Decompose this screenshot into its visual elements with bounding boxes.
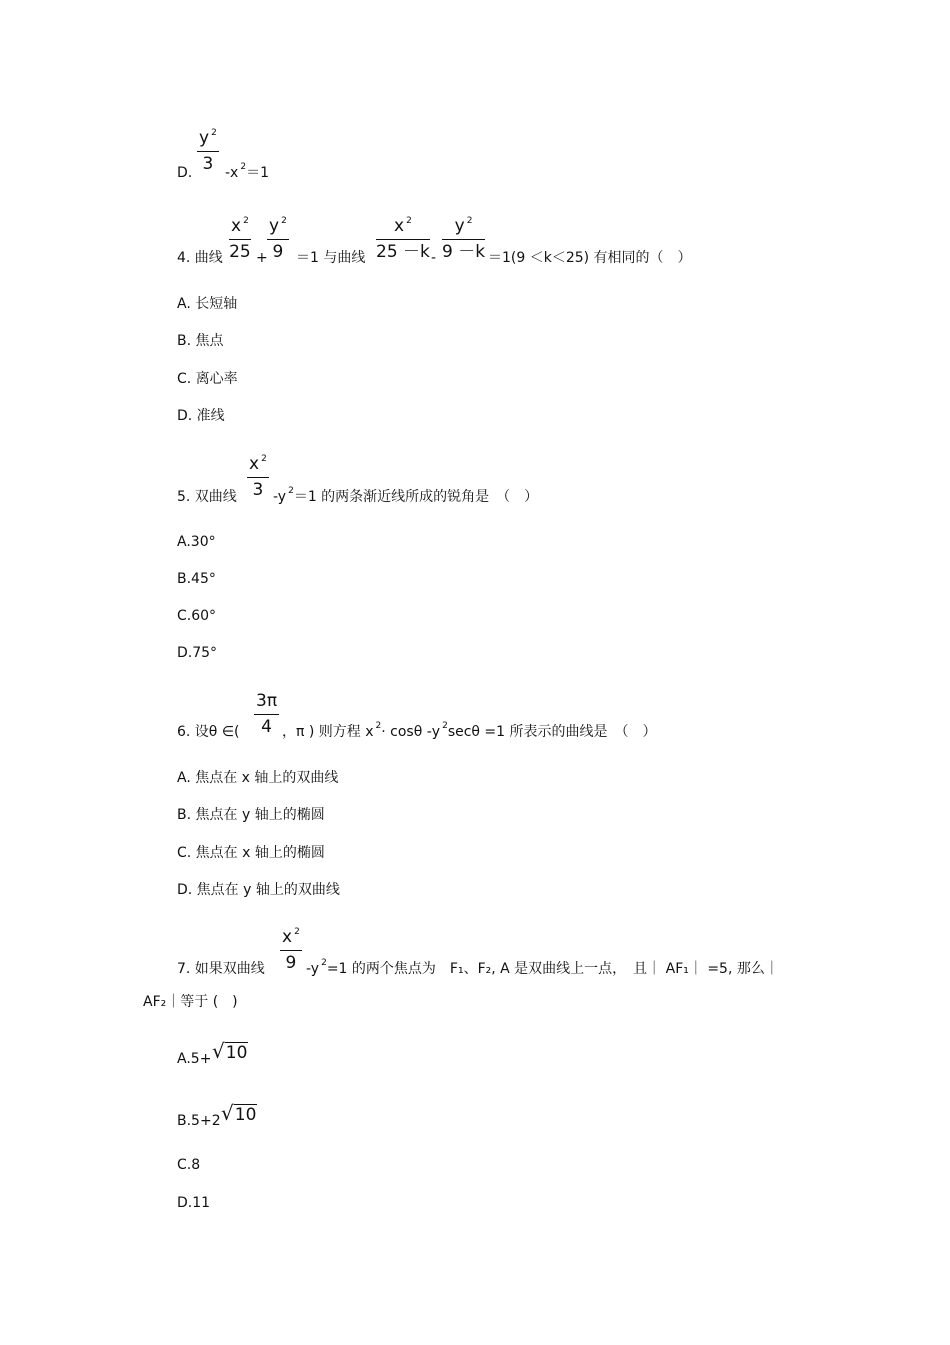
numerator-text: y — [454, 216, 465, 236]
q5-option-a: A.30° — [177, 534, 216, 550]
q6-option-a: A. 焦点在 x 轴上的双曲线 — [177, 770, 339, 786]
numerator-text: y — [269, 216, 280, 236]
sqrt-symbol: √ — [221, 1101, 234, 1125]
exponent: 2 — [375, 721, 382, 731]
q4-plus: + — [256, 250, 268, 266]
fraction-denominator: 9 — [272, 242, 284, 262]
tail-text: ＝1 的两条渐近线所成的锐角是 （ ） — [293, 489, 539, 505]
rest-text: -y — [306, 961, 320, 977]
numerator-text: x — [394, 216, 405, 236]
q4-fraction-1 — [229, 218, 251, 261]
fraction-denominator: 25 — [229, 242, 251, 262]
exponent: 2 — [281, 216, 287, 226]
sqrt-symbol: √ — [212, 1039, 225, 1063]
q4-minus: - — [431, 250, 437, 266]
exponent: 2 — [442, 721, 448, 731]
q7-optionb-sqrt — [221, 1103, 257, 1124]
mid-text: ，π ) 则方程 x — [282, 724, 374, 740]
exponent: 2 — [243, 216, 249, 226]
q7-fraction — [280, 929, 302, 972]
exponent: 2 — [288, 486, 294, 496]
fraction-denominator: 9 －k — [442, 242, 486, 262]
rest-text: -x — [225, 165, 239, 181]
q7-prefix: 7. 如果双曲线 — [177, 961, 265, 977]
exponent: 2 — [406, 216, 412, 226]
fraction-numerator — [247, 456, 269, 478]
fraction-numerator — [280, 929, 302, 951]
exponent: 2 — [211, 128, 217, 138]
tail-text: ＝1 — [246, 165, 269, 181]
fraction-numerator: 3π — [254, 693, 279, 715]
q6-option-b: B. 焦点在 y 轴上的椭圆 — [177, 807, 325, 823]
fraction-denominator: 25 －k — [376, 242, 430, 262]
q7-rest — [306, 958, 779, 977]
fraction-numerator — [267, 218, 289, 240]
q3-optd-fraction — [197, 130, 219, 173]
radicand: 10 — [225, 1043, 248, 1063]
fraction-denominator: 4 — [261, 717, 272, 737]
q7-option-a: A.5+ — [177, 1051, 212, 1067]
q6-fraction — [254, 693, 279, 736]
radicand: 10 — [234, 1105, 257, 1125]
q7-option-d: D.11 — [177, 1195, 211, 1211]
rest-text: -y — [273, 489, 287, 505]
fraction-denominator: 3 — [252, 480, 264, 500]
q4-option-a: A. 长短轴 — [177, 296, 238, 312]
fraction-numerator — [229, 218, 251, 240]
q7-optiona-sqrt — [212, 1041, 248, 1062]
exponent: 2 — [294, 927, 300, 937]
q7-line2: AF₂｜等于 ( ) — [143, 994, 238, 1010]
option-label: D. — [177, 165, 193, 181]
q6-rest — [282, 721, 657, 740]
tail-text: secθ =1 所表示的曲线是 （ ） — [447, 724, 657, 740]
q4-fraction-3 — [376, 218, 430, 261]
q4-tail: ＝1(9 ＜k＜25) 有相同的（ ） — [488, 250, 692, 266]
q5-rest — [273, 486, 539, 505]
q5-prefix: 5. 双曲线 — [177, 489, 237, 505]
q4-fraction-2 — [267, 218, 289, 261]
q7-option-c: C.8 — [177, 1157, 201, 1173]
tail-text: =1 的两个焦点为 F₁、F₂, A 是双曲线上一点， 且｜ AF₁｜ =5, 那么｜ — [326, 961, 779, 977]
fraction-denominator: 3 — [202, 154, 214, 174]
fraction-numerator — [197, 130, 219, 152]
q4-mid: ＝1 与曲线 — [296, 250, 366, 266]
q4-fraction-4 — [442, 218, 485, 261]
mid2-text: · cosθ -y — [381, 724, 441, 740]
numerator-text: x — [231, 216, 242, 236]
q5-option-c: C.60° — [177, 608, 217, 624]
q6-option-c: C. 焦点在 x 轴上的椭圆 — [177, 845, 325, 861]
q4-prefix: 4. 曲线 — [177, 250, 223, 266]
q5-option-d: D.75° — [177, 645, 218, 661]
numerator-text: x — [249, 454, 260, 474]
q6-prefix: 6. 设θ ∈( — [177, 724, 240, 740]
exponent: 2 — [466, 216, 473, 226]
q3-option-d — [177, 166, 192, 180]
q7-option-b: B.5+2 — [177, 1113, 221, 1129]
numerator-text: x — [282, 927, 293, 947]
q5-option-b: B.45° — [177, 571, 216, 587]
q4-option-b: B. 焦点 — [177, 333, 224, 349]
q6-option-d: D. 焦点在 y 轴上的双曲线 — [177, 882, 340, 898]
numerator-text: y — [199, 128, 210, 148]
exponent: 2 — [321, 958, 327, 968]
exponent: 2 — [261, 454, 267, 464]
exponent: 2 — [240, 162, 247, 172]
fraction-numerator — [442, 218, 485, 240]
q4-option-c: C. 离心率 — [177, 371, 238, 387]
q5-fraction — [247, 456, 269, 499]
q3-optd-rest — [225, 162, 269, 181]
fraction-numerator — [376, 218, 430, 240]
fraction-denominator: 9 — [285, 953, 297, 973]
q4-option-d: D. 准线 — [177, 408, 225, 424]
